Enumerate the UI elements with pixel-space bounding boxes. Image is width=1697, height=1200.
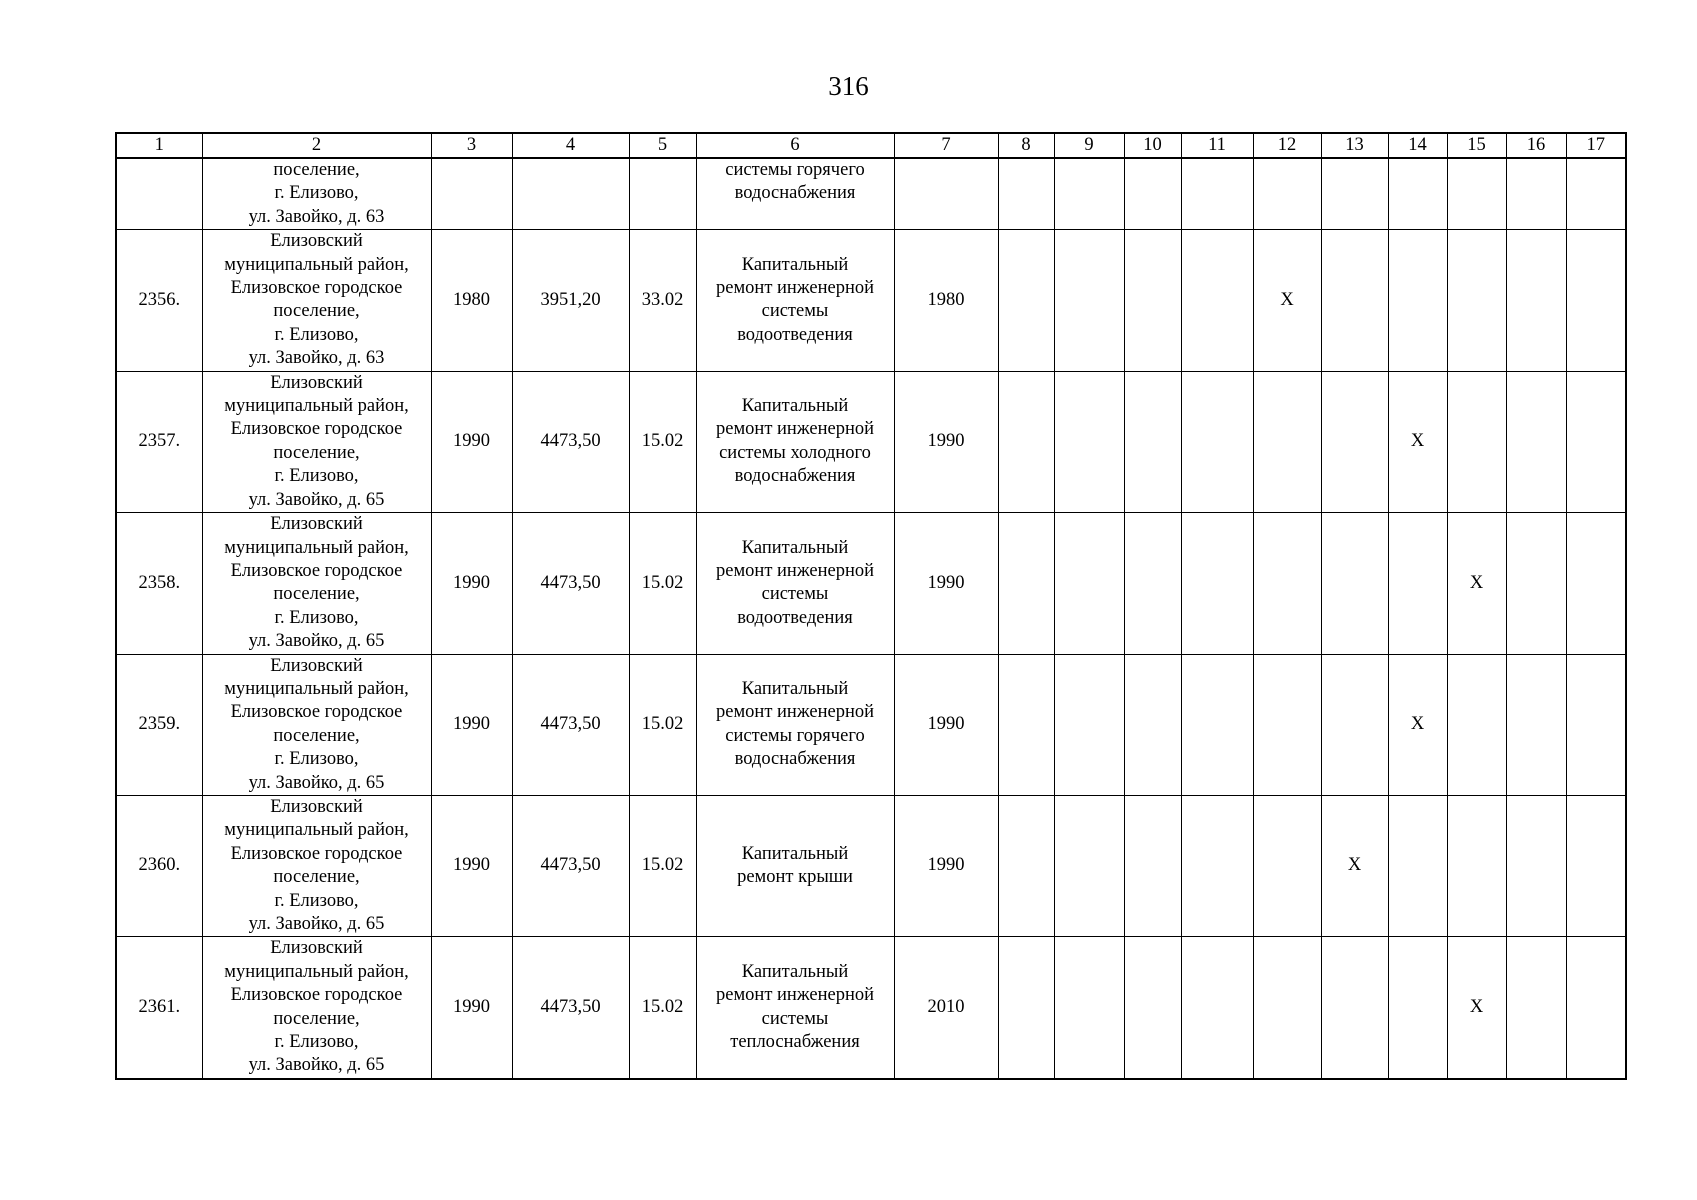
cell-c8: [998, 795, 1054, 936]
cell-c16: [1506, 513, 1566, 654]
cell-address: Елизовский муниципальный район, Елизовское городское поселение, г. Елизово, ул. Завойко, д. 65: [202, 795, 431, 936]
cell-c12: [1253, 795, 1321, 936]
cell-c15: [1447, 158, 1506, 230]
cell-c17: [1566, 371, 1626, 512]
table-row: [116, 371, 1626, 512]
cell-c8: [998, 654, 1054, 795]
cell-wear: [629, 158, 696, 230]
cell-c10: [1124, 513, 1181, 654]
cell-c12: [1253, 513, 1321, 654]
cell-area: 4473,50: [512, 795, 629, 936]
table-row: [116, 937, 1626, 1079]
cell-c16: [1506, 795, 1566, 936]
cell-c8: [998, 513, 1054, 654]
cell-c8: [998, 371, 1054, 512]
cell-c17: [1566, 795, 1626, 936]
cell-c15: [1447, 654, 1506, 795]
column-number-1: 1: [116, 133, 202, 158]
cell-c10: [1124, 654, 1181, 795]
cell-c11: [1181, 654, 1253, 795]
cell-c15: [1447, 230, 1506, 371]
cell-c14: X: [1388, 654, 1447, 795]
cell-c13: X: [1321, 795, 1388, 936]
cell-c8: [998, 230, 1054, 371]
cell-num: 2356.: [116, 230, 202, 371]
cell-c15: [1447, 795, 1506, 936]
cell-num: 2360.: [116, 795, 202, 936]
cell-address: Елизовский муниципальный район, Елизовское городское поселение, г. Елизово, ул. Завойко, д. 65: [202, 371, 431, 512]
cell-c16: [1506, 230, 1566, 371]
cell-c17: [1566, 513, 1626, 654]
cell-wear: 33.02: [629, 230, 696, 371]
cell-c9: [1054, 937, 1124, 1079]
cell-area: 4473,50: [512, 937, 629, 1079]
cell-c8: [998, 937, 1054, 1079]
cell-year: 1990: [431, 937, 512, 1079]
cell-c11: [1181, 230, 1253, 371]
cell-area: 4473,50: [512, 513, 629, 654]
cell-c9: [1054, 654, 1124, 795]
cell-c17: [1566, 937, 1626, 1079]
cell-c16: [1506, 937, 1566, 1079]
cell-num: [116, 158, 202, 230]
cell-c10: [1124, 158, 1181, 230]
cell-wear: 15.02: [629, 654, 696, 795]
cell-address: Елизовский муниципальный район, Елизовское городское поселение, г. Елизово, ул. Завойко, д. 63: [202, 230, 431, 371]
cell-c11: [1181, 795, 1253, 936]
column-number-2: 2: [202, 133, 431, 158]
cell-c9: [1054, 513, 1124, 654]
cell-wear: 15.02: [629, 795, 696, 936]
cell-c11: [1181, 371, 1253, 512]
cell-year: 1990: [431, 513, 512, 654]
column-number-row: [116, 133, 1626, 158]
cell-c16: [1506, 371, 1566, 512]
table-body: [116, 133, 1626, 1079]
cell-work: Капитальный ремонт инженерной системы теплоснабжения: [696, 937, 894, 1079]
cell-wear: 15.02: [629, 371, 696, 512]
cell-c10: [1124, 371, 1181, 512]
cell-num: 2357.: [116, 371, 202, 512]
column-number-11: 11: [1181, 133, 1253, 158]
table-row: [116, 230, 1626, 371]
cell-c17: [1566, 158, 1626, 230]
cell-c11: [1181, 158, 1253, 230]
cell-year-last: 1990: [894, 654, 998, 795]
column-number-13: 13: [1321, 133, 1388, 158]
cell-c14: [1388, 795, 1447, 936]
cell-c12: [1253, 371, 1321, 512]
continuation-row: [116, 158, 1626, 230]
cell-c9: [1054, 230, 1124, 371]
cell-c16: [1506, 158, 1566, 230]
cell-c13: [1321, 937, 1388, 1079]
cell-c14: [1388, 158, 1447, 230]
cell-c13: [1321, 230, 1388, 371]
cell-year-last: 1990: [894, 513, 998, 654]
cell-c14: [1388, 230, 1447, 371]
cell-c12: X: [1253, 230, 1321, 371]
cell-area: [512, 158, 629, 230]
cell-c14: [1388, 513, 1447, 654]
cell-work: Капитальный ремонт крыши: [696, 795, 894, 936]
cell-year: 1990: [431, 371, 512, 512]
cell-c9: [1054, 371, 1124, 512]
cell-c11: [1181, 937, 1253, 1079]
cell-year: 1990: [431, 795, 512, 936]
cell-num: 2361.: [116, 937, 202, 1079]
cell-work: системы горячего водоснабжения: [696, 158, 894, 230]
cell-year: 1980: [431, 230, 512, 371]
cell-num: 2359.: [116, 654, 202, 795]
cell-c9: [1054, 795, 1124, 936]
cell-c10: [1124, 230, 1181, 371]
column-number-6: 6: [696, 133, 894, 158]
cell-work: Капитальный ремонт инженерной системы горячего водоснабжения: [696, 654, 894, 795]
column-number-3: 3: [431, 133, 512, 158]
table-row: [116, 795, 1626, 936]
cell-wear: 15.02: [629, 937, 696, 1079]
column-number-17: 17: [1566, 133, 1626, 158]
cell-work: Капитальный ремонт инженерной системы холодного водоснабжения: [696, 371, 894, 512]
cell-c17: [1566, 230, 1626, 371]
cell-c15: X: [1447, 513, 1506, 654]
table-row: [116, 654, 1626, 795]
cell-year: [431, 158, 512, 230]
cell-area: 3951,20: [512, 230, 629, 371]
cell-year-last: 1990: [894, 371, 998, 512]
column-number-14: 14: [1388, 133, 1447, 158]
cell-c16: [1506, 654, 1566, 795]
cell-c13: [1321, 654, 1388, 795]
cell-c17: [1566, 654, 1626, 795]
cell-wear: 15.02: [629, 513, 696, 654]
cell-num: 2358.: [116, 513, 202, 654]
cell-c14: [1388, 937, 1447, 1079]
column-number-8: 8: [998, 133, 1054, 158]
column-number-10: 10: [1124, 133, 1181, 158]
cell-work: Капитальный ремонт инженерной системы водоотведения: [696, 230, 894, 371]
column-number-9: 9: [1054, 133, 1124, 158]
cell-c12: [1253, 937, 1321, 1079]
column-number-16: 16: [1506, 133, 1566, 158]
cell-c10: [1124, 937, 1181, 1079]
column-number-5: 5: [629, 133, 696, 158]
cell-area: 4473,50: [512, 371, 629, 512]
cell-c8: [998, 158, 1054, 230]
cell-year-last: 1990: [894, 795, 998, 936]
column-number-4: 4: [512, 133, 629, 158]
cell-c11: [1181, 513, 1253, 654]
cell-area: 4473,50: [512, 654, 629, 795]
cell-c15: [1447, 371, 1506, 512]
column-number-15: 15: [1447, 133, 1506, 158]
cell-c13: [1321, 371, 1388, 512]
cell-c15: X: [1447, 937, 1506, 1079]
cell-c13: [1321, 513, 1388, 654]
cell-year: 1990: [431, 654, 512, 795]
cell-c10: [1124, 795, 1181, 936]
cell-year-last: [894, 158, 998, 230]
page-number: 316: [828, 71, 869, 101]
cell-address: Елизовский муниципальный район, Елизовское городское поселение, г. Елизово, ул. Завойко, д. 65: [202, 513, 431, 654]
cell-c14: X: [1388, 371, 1447, 512]
repair-registry-table: [115, 132, 1627, 1080]
column-number-7: 7: [894, 133, 998, 158]
cell-address: Елизовский муниципальный район, Елизовское городское поселение, г. Елизово, ул. Завойко, д. 65: [202, 654, 431, 795]
cell-work: Капитальный ремонт инженерной системы водоотведения: [696, 513, 894, 654]
cell-c12: [1253, 654, 1321, 795]
cell-c9: [1054, 158, 1124, 230]
cell-address: Елизовский муниципальный район, Елизовское городское поселение, г. Елизово, ул. Завойко, д. 65: [202, 937, 431, 1079]
cell-year-last: 2010: [894, 937, 998, 1079]
cell-address: поселение, г. Елизово, ул. Завойко, д. 63: [202, 158, 431, 230]
cell-c13: [1321, 158, 1388, 230]
table-row: [116, 513, 1626, 654]
cell-year-last: 1980: [894, 230, 998, 371]
column-number-12: 12: [1253, 133, 1321, 158]
cell-c12: [1253, 158, 1321, 230]
